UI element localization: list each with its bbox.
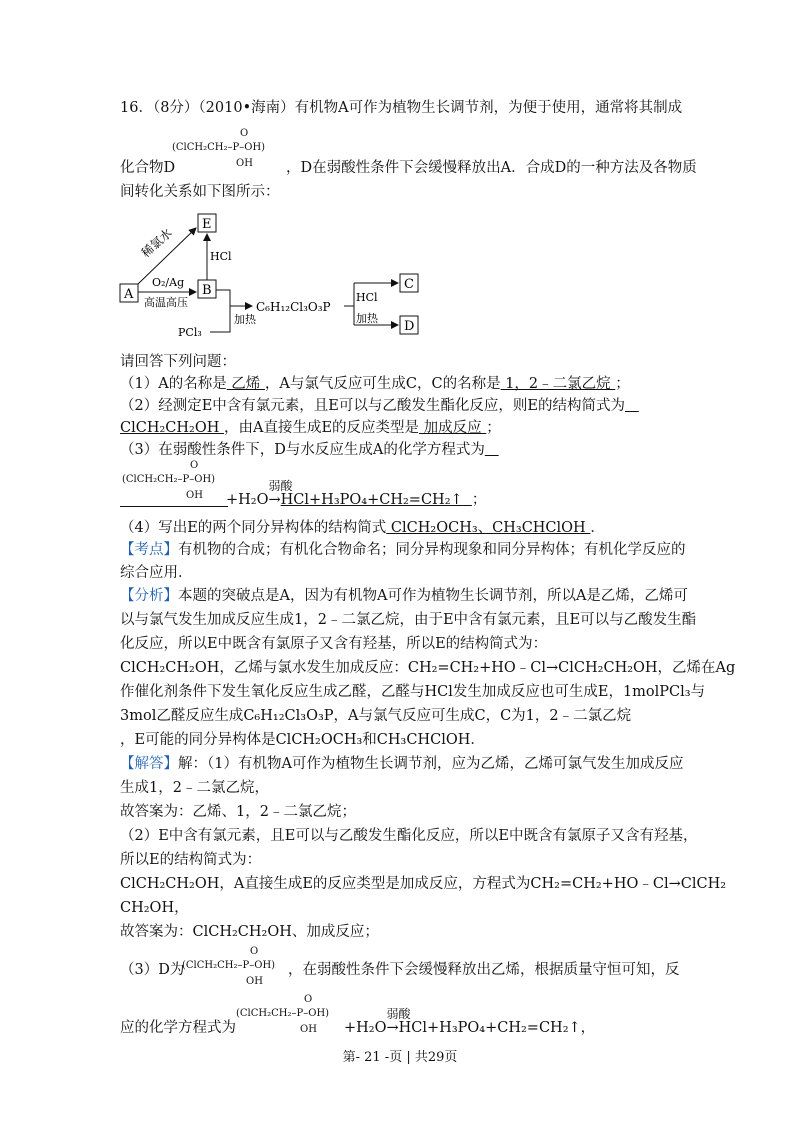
page-footer: 第- 21 -页 | 共29页	[342, 1050, 458, 1065]
label-E: E	[202, 217, 212, 232]
heat-2: 加热	[356, 312, 378, 325]
fenxi-line-4: ClCH₂CH₂OH，乙烯与氯水发生加成反应：CH₂=CH₂+HO﹣Cl→ClCH₂CH₂OH，乙烯在Ag	[120, 660, 736, 676]
jieda-line-4: （2）E中含有氯元素，且E可以与乙酸发生酯化反应，所以E中既含有氯原子又含有羟基，	[120, 828, 698, 844]
reagent-AE: 稀氯水	[138, 225, 175, 261]
product-formula: C₆H₁₂Cl₃O₃P	[256, 300, 331, 314]
label-C: C	[404, 277, 414, 292]
reagent-C: HCl	[356, 291, 378, 304]
fenxi-line-1: 【分析】本题的突破点是A，因为有机物A可作为植物生长调节剂，所以A是乙烯，乙烯可	[120, 588, 688, 604]
label-B: B	[202, 283, 212, 298]
question-line-2a: 化合物D	[120, 160, 176, 176]
question-line-1: 16．（8分）（2010•海南）有机物A可作为植物生长调节剂，为便于使用，通常将其制成	[120, 100, 683, 116]
jieda-line-9b: ，在弱酸性条件下会缓慢释放出乙烯，根据质量守恒可知，反	[288, 962, 680, 978]
jieda-line-10-equation: +H₂O 弱酸 →HCl+H₃PO₄+CH₂=CH₂↑，	[344, 1007, 596, 1036]
reagent-AB-bottom: 高温高压	[144, 296, 188, 309]
heat-1: 加热	[234, 313, 256, 326]
fenxi-tag: 【分析】	[120, 588, 178, 604]
answer-2-blank-2: 加成反应	[419, 420, 487, 436]
kaodian-line-1: 【考点】有机物的合成；有机化合物命名；同分异构现象和同分异构体；有机化学反应的	[120, 542, 686, 558]
jieda-line-5: 所以E的结构简式为：	[120, 852, 262, 868]
answer-2-line-2: ClCH₂CH₂OH ，由A直接生成E的反应类型是 加成反应 ；	[120, 420, 501, 436]
fenxi-line-6: 3mol乙醛反应生成C₆H₁₂Cl₃O₃P，A与氯气反应可生成C，C为1，2﹣二氯乙烷	[120, 708, 632, 724]
jieda-line-3: 故答案为：乙烯、1，2﹣二氯乙烷；	[120, 804, 356, 820]
phosphonate-formula-1: O (ClCH₂CH₂–P–OH) OH	[172, 128, 266, 169]
fenxi-line-5: 作催化剂条件下发生氧化反应生成乙醛，乙醛与HCl发生加成反应也可生成E，1molPCl₃与	[120, 684, 706, 700]
reaction-scheme	[118, 208, 438, 348]
reagent-PCl3: PCl₃	[178, 326, 202, 339]
intro: 请回答下列问题：	[120, 354, 236, 370]
reagent-AB-top: O₂/Ag	[152, 276, 185, 289]
jieda-tag: 【解答】	[120, 756, 178, 772]
reagent-BE: HCl	[210, 250, 232, 263]
phosphonate-formula-2: O (ClCH₂CH₂–P–OH) OH	[122, 460, 216, 501]
answer-4: （4）写出E的两个同分异构体的结构简式 ClCH₂OCH₃、CH₃CHClOH ．	[120, 520, 605, 536]
answer-1: （1）A的名称是 乙烯 ，A与氯气反应可生成C，C的名称是 1，2﹣二氯乙烷 ；	[120, 376, 630, 392]
jieda-line-7: CH₂OH，	[120, 900, 189, 916]
jieda-line-8: 故答案为：ClCH₂CH₂OH、加成反应；	[120, 924, 379, 940]
jieda-line-2: 生成1，2﹣二氯乙烷，	[120, 780, 269, 796]
jieda-line-9a: （3）D为	[120, 962, 185, 978]
label-A: A	[124, 287, 134, 302]
answer-1-blank-2: 1，2﹣二氯乙烷	[500, 376, 616, 392]
jieda-line-1: 【解答】解：（1）有机物A可作为植物生长调节剂，应为乙烯，乙烯可氯气发生加成反应	[120, 756, 684, 772]
label-D: D	[404, 319, 415, 334]
question-line-3: 间转化关系如下图所示：	[120, 184, 280, 200]
jieda-line-6: ClCH₂CH₂OH，A直接生成E的反应类型是加成反应，方程式为CH₂=CH₂+HO﹣Cl→ClCH₂	[120, 876, 727, 892]
answer-1-blank-1: 乙烯	[226, 376, 265, 392]
answer-3-equation: +H₂O 弱酸 →HCl+H₃PO₄+CH₂=CH₂↑ ；	[226, 479, 487, 508]
answer-2-blank-1: ClCH₂CH₂OH	[120, 420, 224, 436]
fenxi-line-3: 化反应，所以E中既含有氯原子又含有羟基，所以E的结构简式为：	[120, 636, 548, 652]
fenxi-line-2: 以与氯气发生加成反应生成1，2﹣二氯乙烷，由于E中含有氯元素，且E可以与乙酸发生酯	[120, 612, 697, 628]
question-line-2b: ，D在弱酸性条件下会缓慢释放出A．合成D的一种方法及各物质	[286, 160, 697, 176]
fenxi-line-7: ，E可能的同分异构体是ClCH₂OCH₃和CH₃CHClOH．	[120, 732, 485, 748]
answer-2-line-1: （2）经测定E中含有氯元素，且E可以与乙酸发生酯化反应，则E的结构简式为	[120, 398, 625, 414]
phosphonate-formula-4: O (ClCH₂CH₂–P–OH) OH	[236, 994, 330, 1035]
kaodian-tag: 【考点】	[120, 542, 178, 558]
answer-4-blank: ClCH₂OCH₃、CH₃CHClOH	[386, 520, 591, 536]
phosphonate-formula-3: O (ClCH₂CH₂–P–OH) OH	[182, 946, 276, 987]
kaodian-line-2: 综合应用．	[120, 565, 193, 581]
answer-3-line-1: （3）在弱酸性条件下，D与水反应生成A的化学方程式为	[120, 442, 485, 458]
